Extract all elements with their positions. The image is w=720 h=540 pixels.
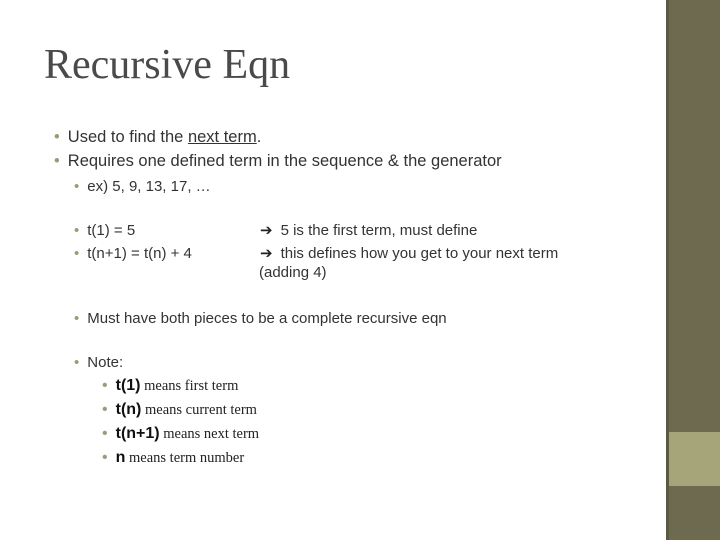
bullet-text-underlined: next term bbox=[187, 128, 257, 146]
bullet-icon: • bbox=[102, 377, 108, 394]
note-desc: means term number bbox=[125, 450, 245, 466]
example-text: ex) 5, 9, 13, 17, … bbox=[87, 178, 211, 195]
bullet-next-term bbox=[54, 128, 261, 147]
bullet-requires bbox=[54, 152, 502, 171]
side-accent-block bbox=[669, 432, 720, 486]
arrow-right-icon: ➔ bbox=[260, 244, 273, 262]
note-item bbox=[102, 449, 244, 467]
formula-text: t(n+1) = t(n) + 4 bbox=[87, 245, 192, 262]
bullet-icon: • bbox=[74, 354, 80, 371]
example-line bbox=[74, 178, 211, 195]
bullet-text: Requires one defined term in the sequence & the generator bbox=[67, 152, 502, 170]
bullet-icon: • bbox=[74, 310, 80, 327]
bullet-text-pre: Used to find the bbox=[67, 128, 188, 146]
arrow-right-icon: ➔ bbox=[260, 221, 273, 239]
note-term: t(n) bbox=[115, 401, 142, 418]
bullet-icon: • bbox=[74, 245, 80, 262]
note-item bbox=[102, 425, 259, 443]
note-term: t(n+1) bbox=[115, 425, 160, 442]
bullet-icon: • bbox=[102, 425, 108, 442]
note-term: n bbox=[115, 449, 126, 466]
explanation-text: 5 is the first term, must define bbox=[280, 222, 478, 239]
definition-explanation-1 bbox=[260, 222, 477, 239]
bullet-icon: • bbox=[74, 222, 80, 239]
bullet-icon: • bbox=[74, 178, 80, 195]
note-label: Note: bbox=[87, 354, 124, 371]
must-have-text: Must have both pieces to be a complete recursive eqn bbox=[87, 310, 447, 327]
bullet-icon: • bbox=[54, 128, 60, 146]
formula-text: t(1) = 5 bbox=[87, 222, 136, 239]
bullet-icon: • bbox=[54, 152, 60, 170]
explanation-text: this defines how you get to your next term bbox=[280, 245, 559, 262]
bullet-icon: • bbox=[102, 449, 108, 466]
note-desc: means first term bbox=[140, 378, 239, 394]
note-desc: means current term bbox=[141, 402, 257, 418]
note-desc: means next term bbox=[159, 426, 260, 442]
definition-explanation-2-cont: (adding 4) bbox=[259, 264, 327, 281]
note-label-line bbox=[74, 354, 123, 371]
must-have-line bbox=[74, 310, 447, 327]
bullet-text-post: . bbox=[256, 128, 262, 146]
definition-formula-1 bbox=[74, 222, 135, 239]
note-item bbox=[102, 401, 257, 419]
bullet-icon: • bbox=[102, 401, 108, 418]
definition-formula-2 bbox=[74, 245, 192, 262]
note-term: t(1) bbox=[115, 377, 141, 394]
note-item bbox=[102, 377, 238, 395]
slide-title: Recursive Eqn bbox=[44, 42, 291, 88]
definition-explanation-2 bbox=[260, 245, 558, 262]
